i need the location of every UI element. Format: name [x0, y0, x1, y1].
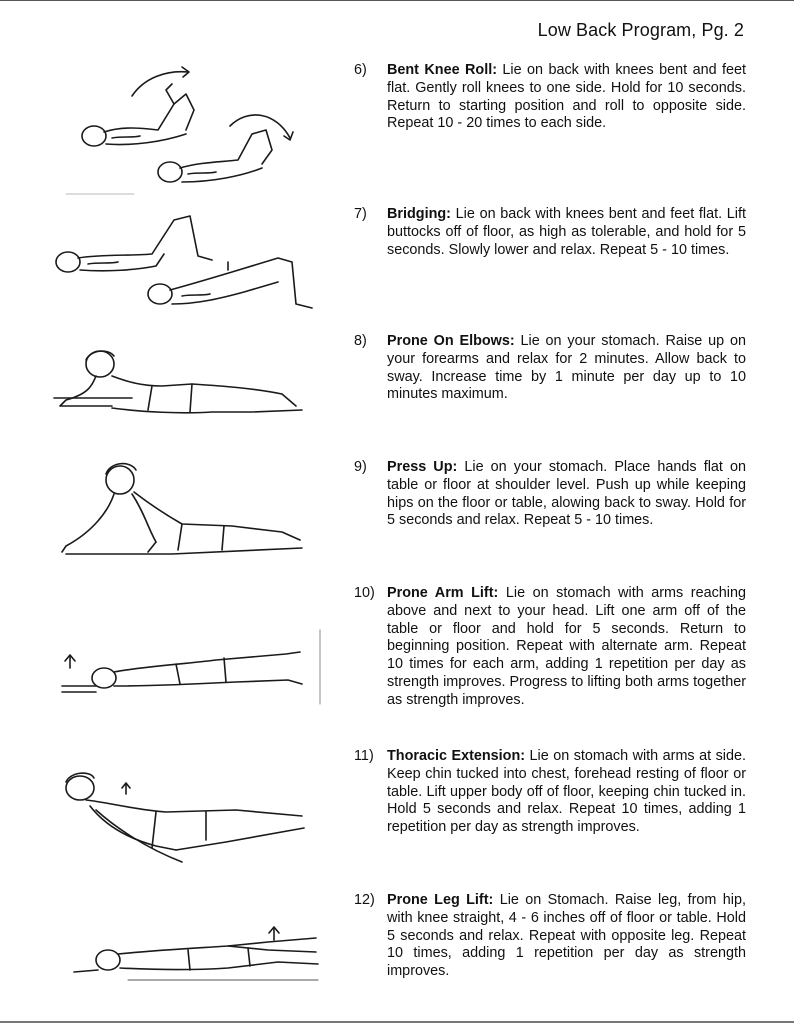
exercise-instructions: Lie on stomach with arms reaching above and next to your head. Lift one arm off of the table or floor and hold for 5 seconds. Return to beginning position. Repeat with alternate arm. Repeat 10 times for each arm, adding 1 repetition per day as strength improves. Progress to lifting both arms together as strength improves. [387, 585, 746, 708]
prone-on-elbows-illustration [52, 346, 314, 422]
exercise-description [387, 748, 746, 837]
exercise-name: Bent Knee Roll: [387, 62, 497, 78]
exercise-instructions: Lie on Stomach. Raise leg, from hip, with knee straight, 4 - 6 inches off of floor or table. Hold 5 seconds and relax. Repeat with opposite leg. Repeat 10 times, adding 1 repetition per day as strength improves. [387, 892, 746, 980]
exercise-name: Bridging: [387, 206, 451, 222]
exercise-number: 6) [354, 62, 367, 78]
exercise-name: Press Up: [387, 459, 458, 475]
exercise-name: Prone Leg Lift: [387, 892, 494, 908]
exercise-description [387, 333, 746, 404]
exercise-description [387, 892, 746, 981]
exercise-description [387, 585, 746, 710]
exercise-10 [354, 585, 746, 710]
exercise-11 [354, 748, 746, 837]
exercise-8 [354, 333, 746, 404]
exercise-description [387, 459, 746, 530]
exercise-number: 12) [354, 892, 375, 908]
exercise-instructions: Lie on back with knees bent and feet flat. Gently roll knees to one side. Hold for 10 seconds. Return to starting position and roll to opposite side. Repeat 10 - 20 times to each side. [387, 62, 747, 132]
exercise-instructions: Lie on back with knees bent and feet flat. Lift buttocks off of floor, as high as tolerable, and hold for 5 seconds. Slowly lower and relax. Repeat 5 - 10 times. [387, 206, 746, 258]
exercise-name: Prone On Elbows: [387, 333, 515, 349]
exercise-12 [354, 892, 746, 981]
exercise-9 [354, 459, 746, 530]
exercise-number: 8) [354, 333, 367, 349]
bottom-border [0, 1021, 794, 1023]
bent-knee-roll-illustration [62, 64, 302, 196]
exercise-number: 9) [354, 459, 367, 475]
press-up-illustration [52, 456, 324, 562]
exercise-number: 10) [354, 585, 375, 601]
top-border [0, 0, 794, 1]
exercise-number: 11) [354, 748, 374, 764]
exercise-instructions: Lie on your stomach. Raise up on your forearms and relax for 2 minutes. Allow back to sway. Increase time by 1 minute per day up to 10 minutes maximum. [387, 333, 746, 403]
exercise-description [387, 206, 746, 259]
prone-arm-lift-illustration [56, 628, 326, 708]
page-title: Low Back Program, Pg. 2 [537, 20, 744, 40]
exercise-description [387, 62, 746, 133]
bridging-illustration [52, 212, 322, 316]
thoracic-extension-illustration [56, 768, 316, 870]
prone-leg-lift-illustration [68, 924, 330, 986]
exercise-instructions: Lie on stomach with arms at side. Keep chin tucked into chest, forehead resting of floor or table. Lift upper body off of floor, keeping chin tucked in. Hold 5 seconds and relax. Repeat 10 times, adding 1 repetition per day as strength improves. [387, 748, 746, 836]
exercise-6 [354, 62, 746, 133]
exercise-name: Prone Arm Lift: [387, 585, 499, 601]
exercise-number: 7) [354, 206, 367, 222]
exercise-7 [354, 206, 746, 259]
exercise-instructions: Lie on your stomach. Place hands flat on table or floor at shoulder level. Push up while keeping hips on the floor or table, alowing back to sway. Hold for 5 seconds and relax. Repeat 5 - 10 times. [387, 459, 746, 529]
exercise-name: Thoracic Extension: [387, 748, 526, 764]
